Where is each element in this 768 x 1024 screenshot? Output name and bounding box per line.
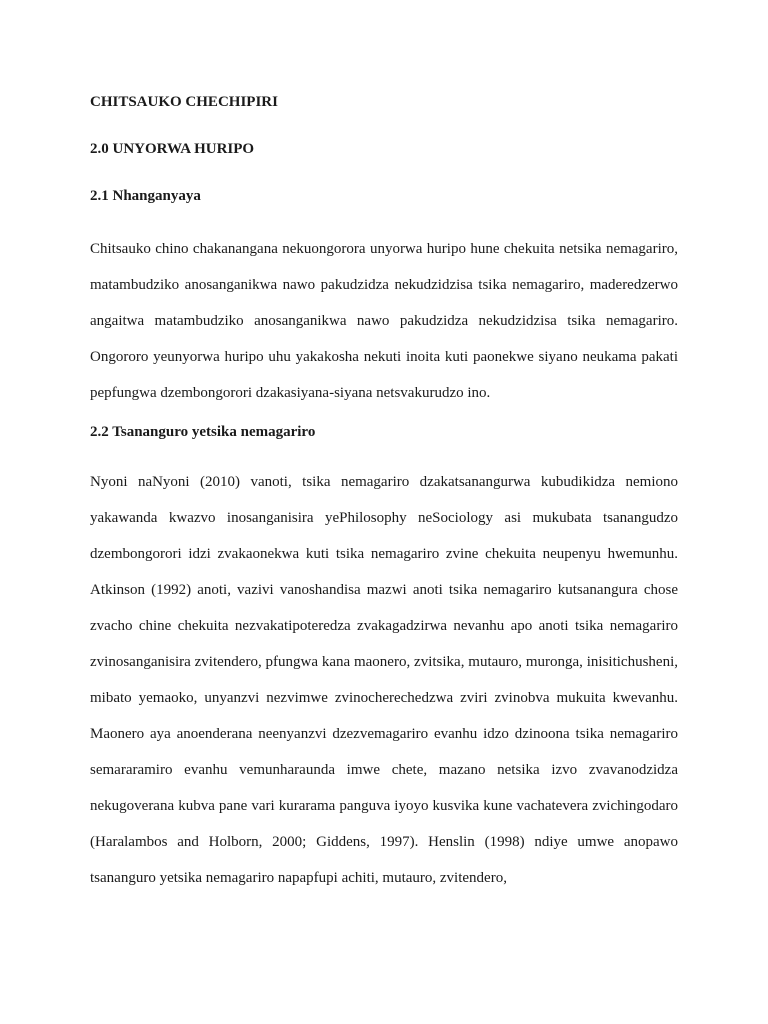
definition-paragraph: Nyoni naNyoni (2010) vanoti, tsika nemagariro dzakatsanangurwa kubudikidza nemiono yakawanda kwazvo inosanganisira yePhilosophy neSociology asi mukubata tsanangudzo dzembongorori idzi zvakaonekwa kuti tsika nemagariro zvine chekuita neupenyu hwemunhu. Atkinson (1992) anoti, vazivi vanoshandisa mazwi anoti tsika nemagariro kutsanangura chose zvacho chine chekuita nezvakatipoteredza zvakagadzirwa nevanhu apo anoti tsika nemagariro zvinosanganisira zvitendero, pfungwa kana maonero, zvitsika, mutauro, muronga, inisitichusheni, mibato yemaoko, unyanzvi nezvimwe zvinocherechedzwa zviri zvinobva mukuita kwevanhu. Maonero aya anoenderana neenyanzvi dzezvemagariro evanhu idzo dzinoona tsika nemagariro semararamiro evanhu vemunharaunda imwe chete, mazano netsika izvo zvavanodzidza nekugoverana kubva pane vari kurarama panguva iyoyo kusvika kune vachatevera zvichingodaro (Haralambos and Holborn, 2000; Giddens, 1997). Henslin (1998) ndiye umwe anopawo tsananguro yetsika nemagariro napapfupi achiti, mutauro, zvitendero, bbox=[90, 474, 678, 886]
chapter-title: CHITSAUKO CHECHIPIRI bbox=[90, 94, 278, 110]
section-title: 2.0 UNYORWA HURIPO bbox=[90, 141, 255, 157]
document-page bbox=[90, 90, 678, 905]
introduction-paragraph: Chitsauko chino chakanangana nekuongorora unyorwa huripo hune chekuita netsika nemagariro, matambudziko anosanganikwa nawo pakudzidza nekudzidzisa tsika nemagariro, maderedzerwo angaitwa matambudziko anosanganikwa nawo pakudzidza nekudzidzisa tsika nemagariro. Ongororo yeunyorwa huripo uhu yakakosha nekuti inoita kuti paonekwe siyano neukama pakati pepfungwa dzembongorori dzakasiyana-siyana netsvakurudzo ino. bbox=[90, 241, 678, 401]
subsection-title-introduction: 2.1 Nhanganyaya bbox=[90, 188, 201, 204]
subsection-title-definition: 2.2 Tsananguro yetsika nemagariro bbox=[90, 424, 316, 440]
